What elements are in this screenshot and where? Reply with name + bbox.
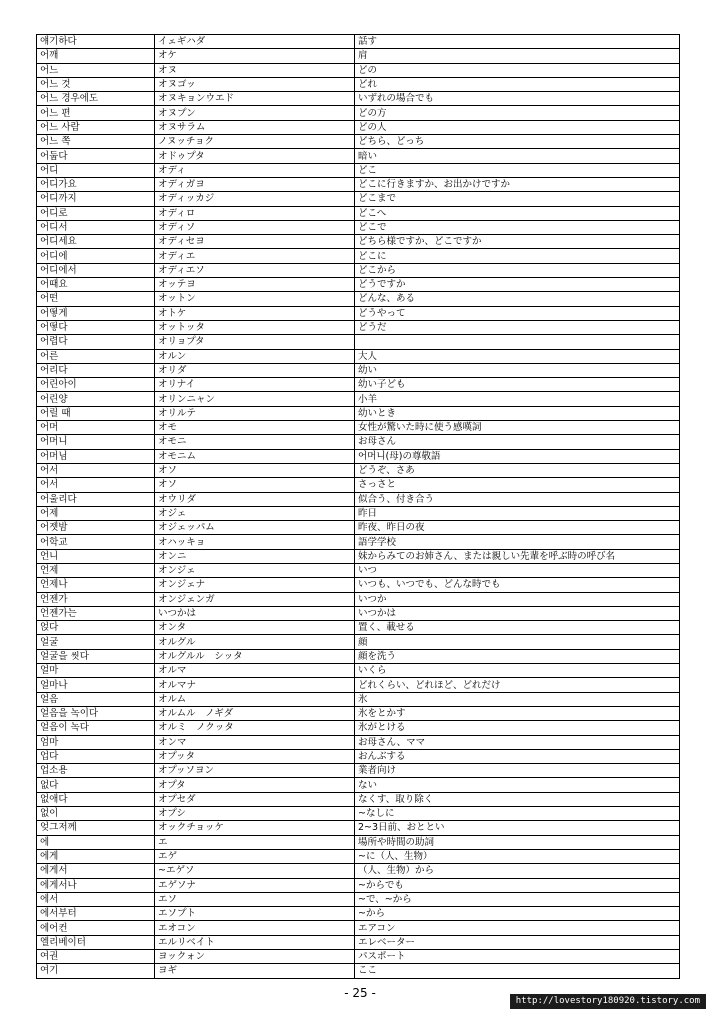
- katakana-reading-cell: オディ: [155, 163, 355, 177]
- japanese-meaning-cell: 昨夜、昨日の夜: [355, 521, 680, 535]
- katakana-reading-cell: オルマ: [155, 664, 355, 678]
- korean-word-cell: 여기: [37, 964, 155, 978]
- japanese-meaning-cell: 語学学校: [355, 535, 680, 549]
- korean-word-cell: 어린양: [37, 392, 155, 406]
- katakana-reading-cell: オソ: [155, 463, 355, 477]
- table-row: [37, 406, 680, 420]
- japanese-meaning-cell: ~から: [355, 907, 680, 921]
- japanese-meaning-cell: いつも、いつでも、どんな時でも: [355, 578, 680, 592]
- katakana-reading-cell: エ: [155, 835, 355, 849]
- table-row: [37, 106, 680, 120]
- katakana-reading-cell: オットン: [155, 292, 355, 306]
- table-row: [37, 220, 680, 234]
- japanese-meaning-cell: エアコン: [355, 921, 680, 935]
- table-row: [37, 478, 680, 492]
- katakana-reading-cell: エルリベイト: [155, 935, 355, 949]
- japanese-meaning-cell: どの: [355, 63, 680, 77]
- japanese-meaning-cell: いつかは: [355, 606, 680, 620]
- japanese-meaning-cell: どちら様ですか、どこですか: [355, 235, 680, 249]
- korean-word-cell: 얼굴: [37, 635, 155, 649]
- katakana-reading-cell: イェギハダ: [155, 35, 355, 49]
- katakana-reading-cell: オルグルル シッタ: [155, 649, 355, 663]
- korean-word-cell: 어학교: [37, 535, 155, 549]
- japanese-meaning-cell: どこに: [355, 249, 680, 263]
- japanese-meaning-cell: どうぞ、さあ: [355, 463, 680, 477]
- table-row: [37, 392, 680, 406]
- table-row: [37, 950, 680, 964]
- korean-word-cell: 어디세요: [37, 235, 155, 249]
- korean-word-cell: 어떻게: [37, 306, 155, 320]
- korean-word-cell: 어떻다: [37, 320, 155, 334]
- table-row: [37, 864, 680, 878]
- katakana-reading-cell: オルミ ノクッタ: [155, 721, 355, 735]
- table-row: [37, 592, 680, 606]
- korean-word-cell: 에서: [37, 892, 155, 906]
- vocabulary-table: [36, 34, 680, 979]
- japanese-meaning-cell: なくす、取り除く: [355, 792, 680, 806]
- korean-word-cell: 어렵다: [37, 335, 155, 349]
- korean-word-cell: 업소용: [37, 764, 155, 778]
- japanese-meaning-cell: 置く、載せる: [355, 621, 680, 635]
- table-row: [37, 849, 680, 863]
- table-row: [37, 192, 680, 206]
- table-row: [37, 63, 680, 77]
- katakana-reading-cell: ヨックォン: [155, 950, 355, 964]
- japanese-meaning-cell: 女性が驚いた時に使う感嘆詞: [355, 421, 680, 435]
- korean-word-cell: 에게: [37, 849, 155, 863]
- table-row: [37, 521, 680, 535]
- korean-word-cell: 얼음을 녹이다: [37, 706, 155, 720]
- table-row: [37, 578, 680, 592]
- japanese-meaning-cell: 似合う、付き合う: [355, 492, 680, 506]
- korean-word-cell: 얼음이 녹다: [37, 721, 155, 735]
- japanese-meaning-cell: どこから: [355, 263, 680, 277]
- katakana-reading-cell: ノヌッチョク: [155, 135, 355, 149]
- katakana-reading-cell: ~エゲソ: [155, 864, 355, 878]
- japanese-meaning-cell: 場所や時間の助詞: [355, 835, 680, 849]
- katakana-reading-cell: オディセヨ: [155, 235, 355, 249]
- katakana-reading-cell: オリルテ: [155, 406, 355, 420]
- katakana-reading-cell: オジェ: [155, 506, 355, 520]
- table-row: [37, 35, 680, 49]
- korean-word-cell: 없애다: [37, 792, 155, 806]
- japanese-meaning-cell: お母さん、ママ: [355, 735, 680, 749]
- katakana-reading-cell: オディエソ: [155, 263, 355, 277]
- katakana-reading-cell: オヌ: [155, 63, 355, 77]
- korean-word-cell: 어머니: [37, 435, 155, 449]
- japanese-meaning-cell: いずれの場合でも: [355, 92, 680, 106]
- japanese-meaning-cell: 小羊: [355, 392, 680, 406]
- korean-word-cell: 어느 경우에도: [37, 92, 155, 106]
- table-row: [37, 49, 680, 63]
- japanese-meaning-cell: 氷がとける: [355, 721, 680, 735]
- korean-word-cell: 어울리다: [37, 492, 155, 506]
- japanese-meaning-cell: [355, 335, 680, 349]
- korean-word-cell: 언제나: [37, 578, 155, 592]
- korean-word-cell: 어릴 때: [37, 406, 155, 420]
- table-row: [37, 263, 680, 277]
- korean-word-cell: 어느 쪽: [37, 135, 155, 149]
- katakana-reading-cell: オリダ: [155, 363, 355, 377]
- japanese-meaning-cell: どうやって: [355, 306, 680, 320]
- katakana-reading-cell: エソ: [155, 892, 355, 906]
- korean-word-cell: 어둡다: [37, 149, 155, 163]
- table-row: [37, 449, 680, 463]
- korean-word-cell: 에서부터: [37, 907, 155, 921]
- table-row: [37, 706, 680, 720]
- katakana-reading-cell: オケ: [155, 49, 355, 63]
- table-row: [37, 363, 680, 377]
- table-row: [37, 378, 680, 392]
- korean-word-cell: 없이: [37, 807, 155, 821]
- japanese-meaning-cell: 어머니(母)の尊敬語: [355, 449, 680, 463]
- korean-word-cell: 언젠가는: [37, 606, 155, 620]
- table-row: [37, 778, 680, 792]
- korean-word-cell: 얘기하다: [37, 35, 155, 49]
- katakana-reading-cell: エソプト: [155, 907, 355, 921]
- korean-word-cell: 언젠가: [37, 592, 155, 606]
- japanese-meaning-cell: どこで: [355, 220, 680, 234]
- japanese-meaning-cell: 幼い子ども: [355, 378, 680, 392]
- japanese-meaning-cell: パスポート: [355, 950, 680, 964]
- katakana-reading-cell: オヌゴッ: [155, 77, 355, 91]
- page-number: - 25 -: [344, 986, 376, 1000]
- japanese-meaning-cell: 幼いとき: [355, 406, 680, 420]
- katakana-reading-cell: オディロ: [155, 206, 355, 220]
- korean-word-cell: 어디가요: [37, 177, 155, 191]
- japanese-meaning-cell: どこに行きますか、お出かけですか: [355, 177, 680, 191]
- korean-word-cell: 어서: [37, 478, 155, 492]
- korean-word-cell: 어젯밤: [37, 521, 155, 535]
- japanese-meaning-cell: どれ: [355, 77, 680, 91]
- korean-word-cell: 어때요: [37, 278, 155, 292]
- katakana-reading-cell: オプッソヨン: [155, 764, 355, 778]
- korean-word-cell: 어디: [37, 163, 155, 177]
- korean-word-cell: 어느: [37, 63, 155, 77]
- vocabulary-table-body: [37, 35, 680, 979]
- japanese-meaning-cell: ない: [355, 778, 680, 792]
- japanese-meaning-cell: どこまで: [355, 192, 680, 206]
- table-row: [37, 549, 680, 563]
- katakana-reading-cell: オトケ: [155, 306, 355, 320]
- katakana-reading-cell: オルン: [155, 349, 355, 363]
- katakana-reading-cell: ヨギ: [155, 964, 355, 978]
- table-row: [37, 435, 680, 449]
- katakana-reading-cell: オリンニャン: [155, 392, 355, 406]
- table-row: [37, 792, 680, 806]
- japanese-meaning-cell: 大人: [355, 349, 680, 363]
- japanese-meaning-cell: ~で、~から: [355, 892, 680, 906]
- korean-word-cell: 어서: [37, 463, 155, 477]
- table-row: [37, 664, 680, 678]
- katakana-reading-cell: オルグル: [155, 635, 355, 649]
- katakana-reading-cell: オンジェンガ: [155, 592, 355, 606]
- korean-word-cell: 어느 편: [37, 106, 155, 120]
- japanese-meaning-cell: 氷をとかす: [355, 706, 680, 720]
- korean-word-cell: 에게서: [37, 864, 155, 878]
- korean-word-cell: 어린아이: [37, 378, 155, 392]
- korean-word-cell: 어디까지: [37, 192, 155, 206]
- table-row: [37, 635, 680, 649]
- table-row: [37, 463, 680, 477]
- korean-word-cell: 어디에: [37, 249, 155, 263]
- katakana-reading-cell: オウリダ: [155, 492, 355, 506]
- table-row: [37, 149, 680, 163]
- katakana-reading-cell: オプタ: [155, 778, 355, 792]
- japanese-meaning-cell: どの方: [355, 106, 680, 120]
- table-row: [37, 335, 680, 349]
- japanese-meaning-cell: どれくらい、どれほど、どれだけ: [355, 678, 680, 692]
- korean-word-cell: 언제: [37, 563, 155, 577]
- katakana-reading-cell: オヌキョンウエド: [155, 92, 355, 106]
- katakana-reading-cell: エゲ: [155, 849, 355, 863]
- table-row: [37, 964, 680, 978]
- katakana-reading-cell: オハッキョ: [155, 535, 355, 549]
- katakana-reading-cell: オンニ: [155, 549, 355, 563]
- japanese-meaning-cell: どの人: [355, 120, 680, 134]
- table-row: [37, 821, 680, 835]
- katakana-reading-cell: オディガヨ: [155, 177, 355, 191]
- katakana-reading-cell: オットッタ: [155, 320, 355, 334]
- katakana-reading-cell: オモニ: [155, 435, 355, 449]
- japanese-meaning-cell: 2~3日前、おととい: [355, 821, 680, 835]
- japanese-meaning-cell: ~に（人、生物）: [355, 849, 680, 863]
- table-row: [37, 506, 680, 520]
- japanese-meaning-cell: 妹からみてのお姉さん、または親しい先輩を呼ぶ時の呼び名: [355, 549, 680, 563]
- katakana-reading-cell: オプセダ: [155, 792, 355, 806]
- table-row: [37, 249, 680, 263]
- katakana-reading-cell: オプシ: [155, 807, 355, 821]
- table-row: [37, 177, 680, 191]
- table-row: [37, 349, 680, 363]
- korean-word-cell: 얼마나: [37, 678, 155, 692]
- japanese-meaning-cell: 肩: [355, 49, 680, 63]
- korean-word-cell: 업다: [37, 749, 155, 763]
- korean-word-cell: 어떤: [37, 292, 155, 306]
- japanese-meaning-cell: ここ: [355, 964, 680, 978]
- japanese-meaning-cell: どんな、ある: [355, 292, 680, 306]
- japanese-meaning-cell: 顔を洗う: [355, 649, 680, 663]
- katakana-reading-cell: エオコン: [155, 921, 355, 935]
- japanese-meaning-cell: おんぶする: [355, 749, 680, 763]
- table-row: [37, 678, 680, 692]
- japanese-meaning-cell: エレベーター: [355, 935, 680, 949]
- japanese-meaning-cell: どこへ: [355, 206, 680, 220]
- katakana-reading-cell: オンタ: [155, 621, 355, 635]
- katakana-reading-cell: オヌサラム: [155, 120, 355, 134]
- japanese-meaning-cell: どこ: [355, 163, 680, 177]
- korean-word-cell: 어느 사람: [37, 120, 155, 134]
- korean-word-cell: 엄마: [37, 735, 155, 749]
- katakana-reading-cell: オドゥプタ: [155, 149, 355, 163]
- table-row: [37, 735, 680, 749]
- japanese-meaning-cell: ~からでも: [355, 878, 680, 892]
- table-row: [37, 235, 680, 249]
- korean-word-cell: 에어컨: [37, 921, 155, 935]
- japanese-meaning-cell: 暗い: [355, 149, 680, 163]
- katakana-reading-cell: オンマ: [155, 735, 355, 749]
- table-row: [37, 692, 680, 706]
- japanese-meaning-cell: 顔: [355, 635, 680, 649]
- japanese-meaning-cell: ~なしに: [355, 807, 680, 821]
- table-row: [37, 292, 680, 306]
- katakana-reading-cell: オヌプン: [155, 106, 355, 120]
- table-row: [37, 606, 680, 620]
- table-row: [37, 921, 680, 935]
- katakana-reading-cell: オルマナ: [155, 678, 355, 692]
- table-row: [37, 163, 680, 177]
- table-row: [37, 749, 680, 763]
- korean-word-cell: 엊그저께: [37, 821, 155, 835]
- japanese-meaning-cell: 話す: [355, 35, 680, 49]
- katakana-reading-cell: オンジェナ: [155, 578, 355, 592]
- katakana-reading-cell: エゲソナ: [155, 878, 355, 892]
- table-row: [37, 306, 680, 320]
- korean-word-cell: 어디로: [37, 206, 155, 220]
- japanese-meaning-cell: どうだ: [355, 320, 680, 334]
- katakana-reading-cell: オッテヨ: [155, 278, 355, 292]
- korean-word-cell: 어제: [37, 506, 155, 520]
- korean-word-cell: 에: [37, 835, 155, 849]
- katakana-reading-cell: オリョプタ: [155, 335, 355, 349]
- table-row: [37, 835, 680, 849]
- japanese-meaning-cell: 業者向け: [355, 764, 680, 778]
- korean-word-cell: 어리다: [37, 363, 155, 377]
- korean-word-cell: 언니: [37, 549, 155, 563]
- korean-word-cell: 없다: [37, 778, 155, 792]
- table-row: [37, 320, 680, 334]
- japanese-meaning-cell: 氷: [355, 692, 680, 706]
- table-row: [37, 563, 680, 577]
- table-row: [37, 206, 680, 220]
- korean-word-cell: 얼굴을 씻다: [37, 649, 155, 663]
- table-row: [37, 935, 680, 949]
- korean-word-cell: 어머님: [37, 449, 155, 463]
- table-row: [37, 649, 680, 663]
- japanese-meaning-cell: どちら、どっち: [355, 135, 680, 149]
- katakana-reading-cell: オリナイ: [155, 378, 355, 392]
- japanese-meaning-cell: いつか: [355, 592, 680, 606]
- korean-word-cell: 엘리베이터: [37, 935, 155, 949]
- korean-word-cell: 어른: [37, 349, 155, 363]
- table-row: [37, 907, 680, 921]
- katakana-reading-cell: オソ: [155, 478, 355, 492]
- katakana-reading-cell: オディエ: [155, 249, 355, 263]
- katakana-reading-cell: オディソ: [155, 220, 355, 234]
- table-row: [37, 764, 680, 778]
- korean-word-cell: 얹다: [37, 621, 155, 635]
- table-row: [37, 77, 680, 91]
- table-row: [37, 492, 680, 506]
- table-row: [37, 621, 680, 635]
- katakana-reading-cell: オプッタ: [155, 749, 355, 763]
- katakana-reading-cell: オディッカジ: [155, 192, 355, 206]
- korean-word-cell: 얼음: [37, 692, 155, 706]
- table-row: [37, 120, 680, 134]
- table-row: [37, 535, 680, 549]
- japanese-meaning-cell: さっさと: [355, 478, 680, 492]
- table-row: [37, 807, 680, 821]
- japanese-meaning-cell: （人、生物）から: [355, 864, 680, 878]
- korean-word-cell: 어깨: [37, 49, 155, 63]
- korean-word-cell: 어디서: [37, 220, 155, 234]
- korean-word-cell: 여권: [37, 950, 155, 964]
- katakana-reading-cell: オンジェ: [155, 563, 355, 577]
- japanese-meaning-cell: 昨日: [355, 506, 680, 520]
- katakana-reading-cell: いつかは: [155, 606, 355, 620]
- table-row: [37, 421, 680, 435]
- table-row: [37, 278, 680, 292]
- katakana-reading-cell: オルムル ノギダ: [155, 706, 355, 720]
- japanese-meaning-cell: いくら: [355, 664, 680, 678]
- japanese-meaning-cell: いつ: [355, 563, 680, 577]
- korean-word-cell: 어머: [37, 421, 155, 435]
- table-row: [37, 135, 680, 149]
- korean-word-cell: 얼마: [37, 664, 155, 678]
- blog-url-watermark: http://lovestory180920.tistory.com: [510, 994, 706, 1009]
- table-row: [37, 92, 680, 106]
- katakana-reading-cell: オジェッパム: [155, 521, 355, 535]
- japanese-meaning-cell: どうですか: [355, 278, 680, 292]
- table-row: [37, 721, 680, 735]
- katakana-reading-cell: オックチョッケ: [155, 821, 355, 835]
- japanese-meaning-cell: 幼い: [355, 363, 680, 377]
- korean-word-cell: 에게서나: [37, 878, 155, 892]
- korean-word-cell: 어디에서: [37, 263, 155, 277]
- katakana-reading-cell: オルム: [155, 692, 355, 706]
- table-row: [37, 892, 680, 906]
- katakana-reading-cell: オモニム: [155, 449, 355, 463]
- table-row: [37, 878, 680, 892]
- korean-word-cell: 어느 것: [37, 77, 155, 91]
- katakana-reading-cell: オモ: [155, 421, 355, 435]
- japanese-meaning-cell: お母さん: [355, 435, 680, 449]
